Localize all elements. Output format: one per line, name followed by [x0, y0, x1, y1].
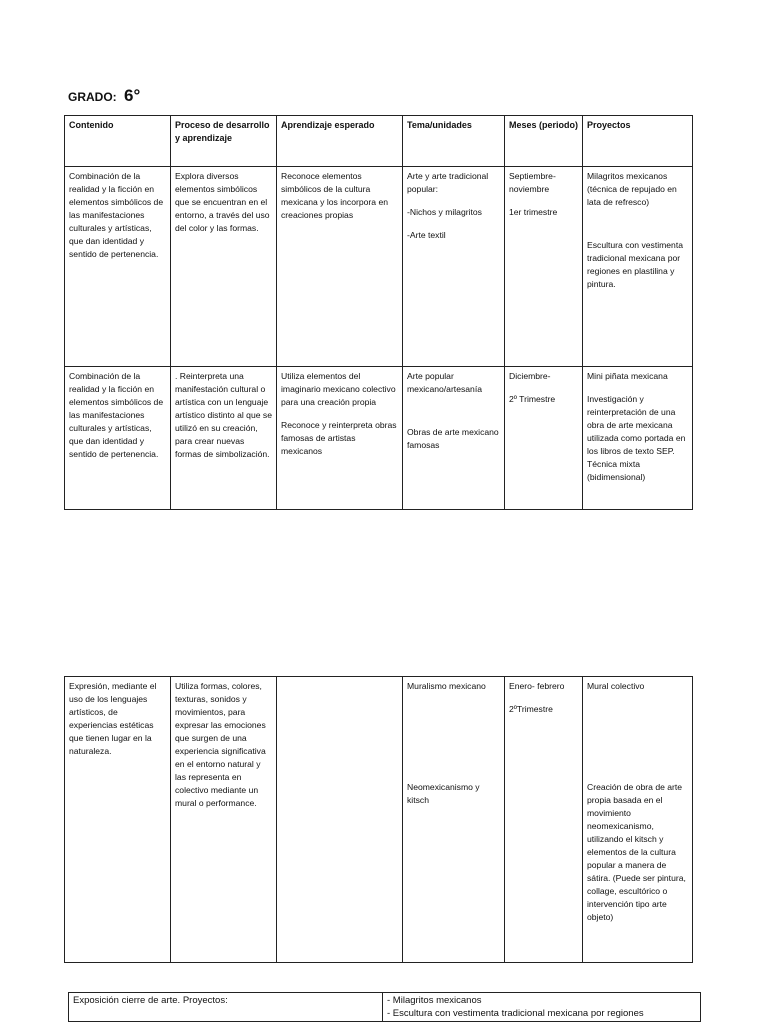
header-proyectos: Proyectos	[583, 116, 693, 167]
proyecto-text: Mini piñata mexicana	[587, 371, 668, 381]
proyecto-text: Escultura con vestimenta tradicional mexicana por regiones en plastilina y pintura.	[587, 240, 684, 289]
tema-text: Arte popular mexicano/artesanía	[407, 371, 482, 394]
header-aprendizaje: Aprendizaje esperado	[277, 116, 403, 167]
cell-contenido: Combinación de la realidad y la ficción en elementos simbólicos de las manifestaciones culturales y artísticas, que dan identidad y sentido de pertenencia.	[65, 167, 171, 367]
tema-text: Arte y arte tradicional popular:	[407, 171, 489, 194]
table-row	[65, 677, 693, 963]
planning-table	[64, 115, 693, 510]
tema-text: -Nichos y milagritos	[407, 207, 482, 217]
cell-contenido: Expresión, mediante el uso de los lenguajes artísticos, de experiencias estéticas que tienen lugar en la naturaleza.	[65, 677, 171, 963]
cell-proyectos	[583, 367, 693, 510]
proyecto-text: Mural colectivo	[587, 681, 645, 691]
meses-text: Septiembre-noviembre	[509, 171, 556, 194]
cell-meses	[505, 167, 583, 367]
table-row	[65, 167, 693, 367]
header-row	[65, 116, 693, 167]
aprendizaje-text: Reconoce y reinterpreta obras famosas de artistas mexicanos	[281, 420, 397, 456]
header-contenido: Contenido	[65, 116, 171, 167]
cell-aprendizaje	[277, 367, 403, 510]
meses-text: 2ºTrimestre	[509, 704, 553, 714]
cell-proyectos	[583, 167, 693, 367]
header-tema: Tema/unidades	[403, 116, 505, 167]
exhibition-table	[68, 992, 701, 1022]
cell-proceso: Utiliza formas, colores, texturas, sonidos y movimientos, para expresar las emociones que surgen de una experiencia significativa en el entorno natural y las representa en colectivo mediante un mural o performance.	[171, 677, 277, 963]
exhibition-row	[69, 993, 701, 1022]
exhibition-item: - Milagritos mexicanos	[387, 995, 482, 1006]
table-row	[65, 367, 693, 510]
exhibition-projects	[383, 993, 701, 1022]
tema-text: Obras de arte mexicano famosas	[407, 427, 499, 450]
cell-contenido: Combinación de la realidad y la ficción en elementos simbólicos de las manifestaciones culturales y artísticas, que dan identidad y sentido de pertenencia.	[65, 367, 171, 510]
cell-aprendizaje	[277, 167, 403, 367]
cell-tema	[403, 677, 505, 963]
tema-text: -Arte textil	[407, 230, 446, 240]
cell-tema	[403, 367, 505, 510]
grade-heading	[68, 86, 140, 106]
cell-meses	[505, 677, 583, 963]
cell-proyectos	[583, 677, 693, 963]
exhibition-label: Exposición cierre de arte. Proyectos:	[69, 993, 383, 1022]
aprendizaje-text: Utiliza elementos del imaginario mexicano colectivo para una creación propia	[281, 371, 396, 407]
grade-value: 6°	[124, 86, 141, 105]
meses-text: Diciembre-	[509, 371, 551, 381]
meses-text: 2º Trimestre	[509, 394, 556, 404]
proyecto-text: Creación de obra de arte propia basada en el movimiento neomexicanismo, utilizando el kitsch y elementos de la cultura popular a manera de sátira. (Puede ser pintura, collage, escultórico o intervención tipo arte objeto)	[587, 782, 686, 922]
aprendizaje-text: Reconoce elementos simbólicos de la cultura mexicana y los incorpora en creaciones propias	[281, 171, 388, 220]
cell-meses	[505, 367, 583, 510]
meses-text: 1er trimestre	[509, 207, 558, 217]
cell-aprendizaje	[277, 677, 403, 963]
proyecto-text: Investigación y reinterpretación de una obra de arte mexicana utilizada como portada en los libros de texto SEP. Técnica mixta (bidimensional)	[587, 394, 686, 482]
header-meses: Meses (periodo)	[505, 116, 583, 167]
tema-text: Muralismo mexicano	[407, 681, 486, 691]
grade-label: GRADO:	[68, 90, 117, 104]
meses-text: Enero- febrero	[509, 681, 565, 691]
cell-proceso: . Reinterpreta una manifestación cultural o artística con un lenguaje artístico distinto al que se utilizó en su creación, para crear nuevas formas de simbolización.	[171, 367, 277, 510]
header-proceso: Proceso de desarrollo y aprendizaje	[171, 116, 277, 167]
planning-table-continued	[64, 676, 693, 963]
cell-tema	[403, 167, 505, 367]
tema-text: Neomexicanismo y kitsch	[407, 782, 480, 805]
proyecto-text: Milagritos mexicanos (técnica de repujado en lata de refresco)	[587, 171, 677, 207]
exhibition-item: - Escultura con vestimenta tradicional mexicana por regiones	[387, 1008, 644, 1019]
cell-proceso: Explora diversos elementos simbólicos que se encuentran en el entorno, a través del uso del color y las formas.	[171, 167, 277, 367]
